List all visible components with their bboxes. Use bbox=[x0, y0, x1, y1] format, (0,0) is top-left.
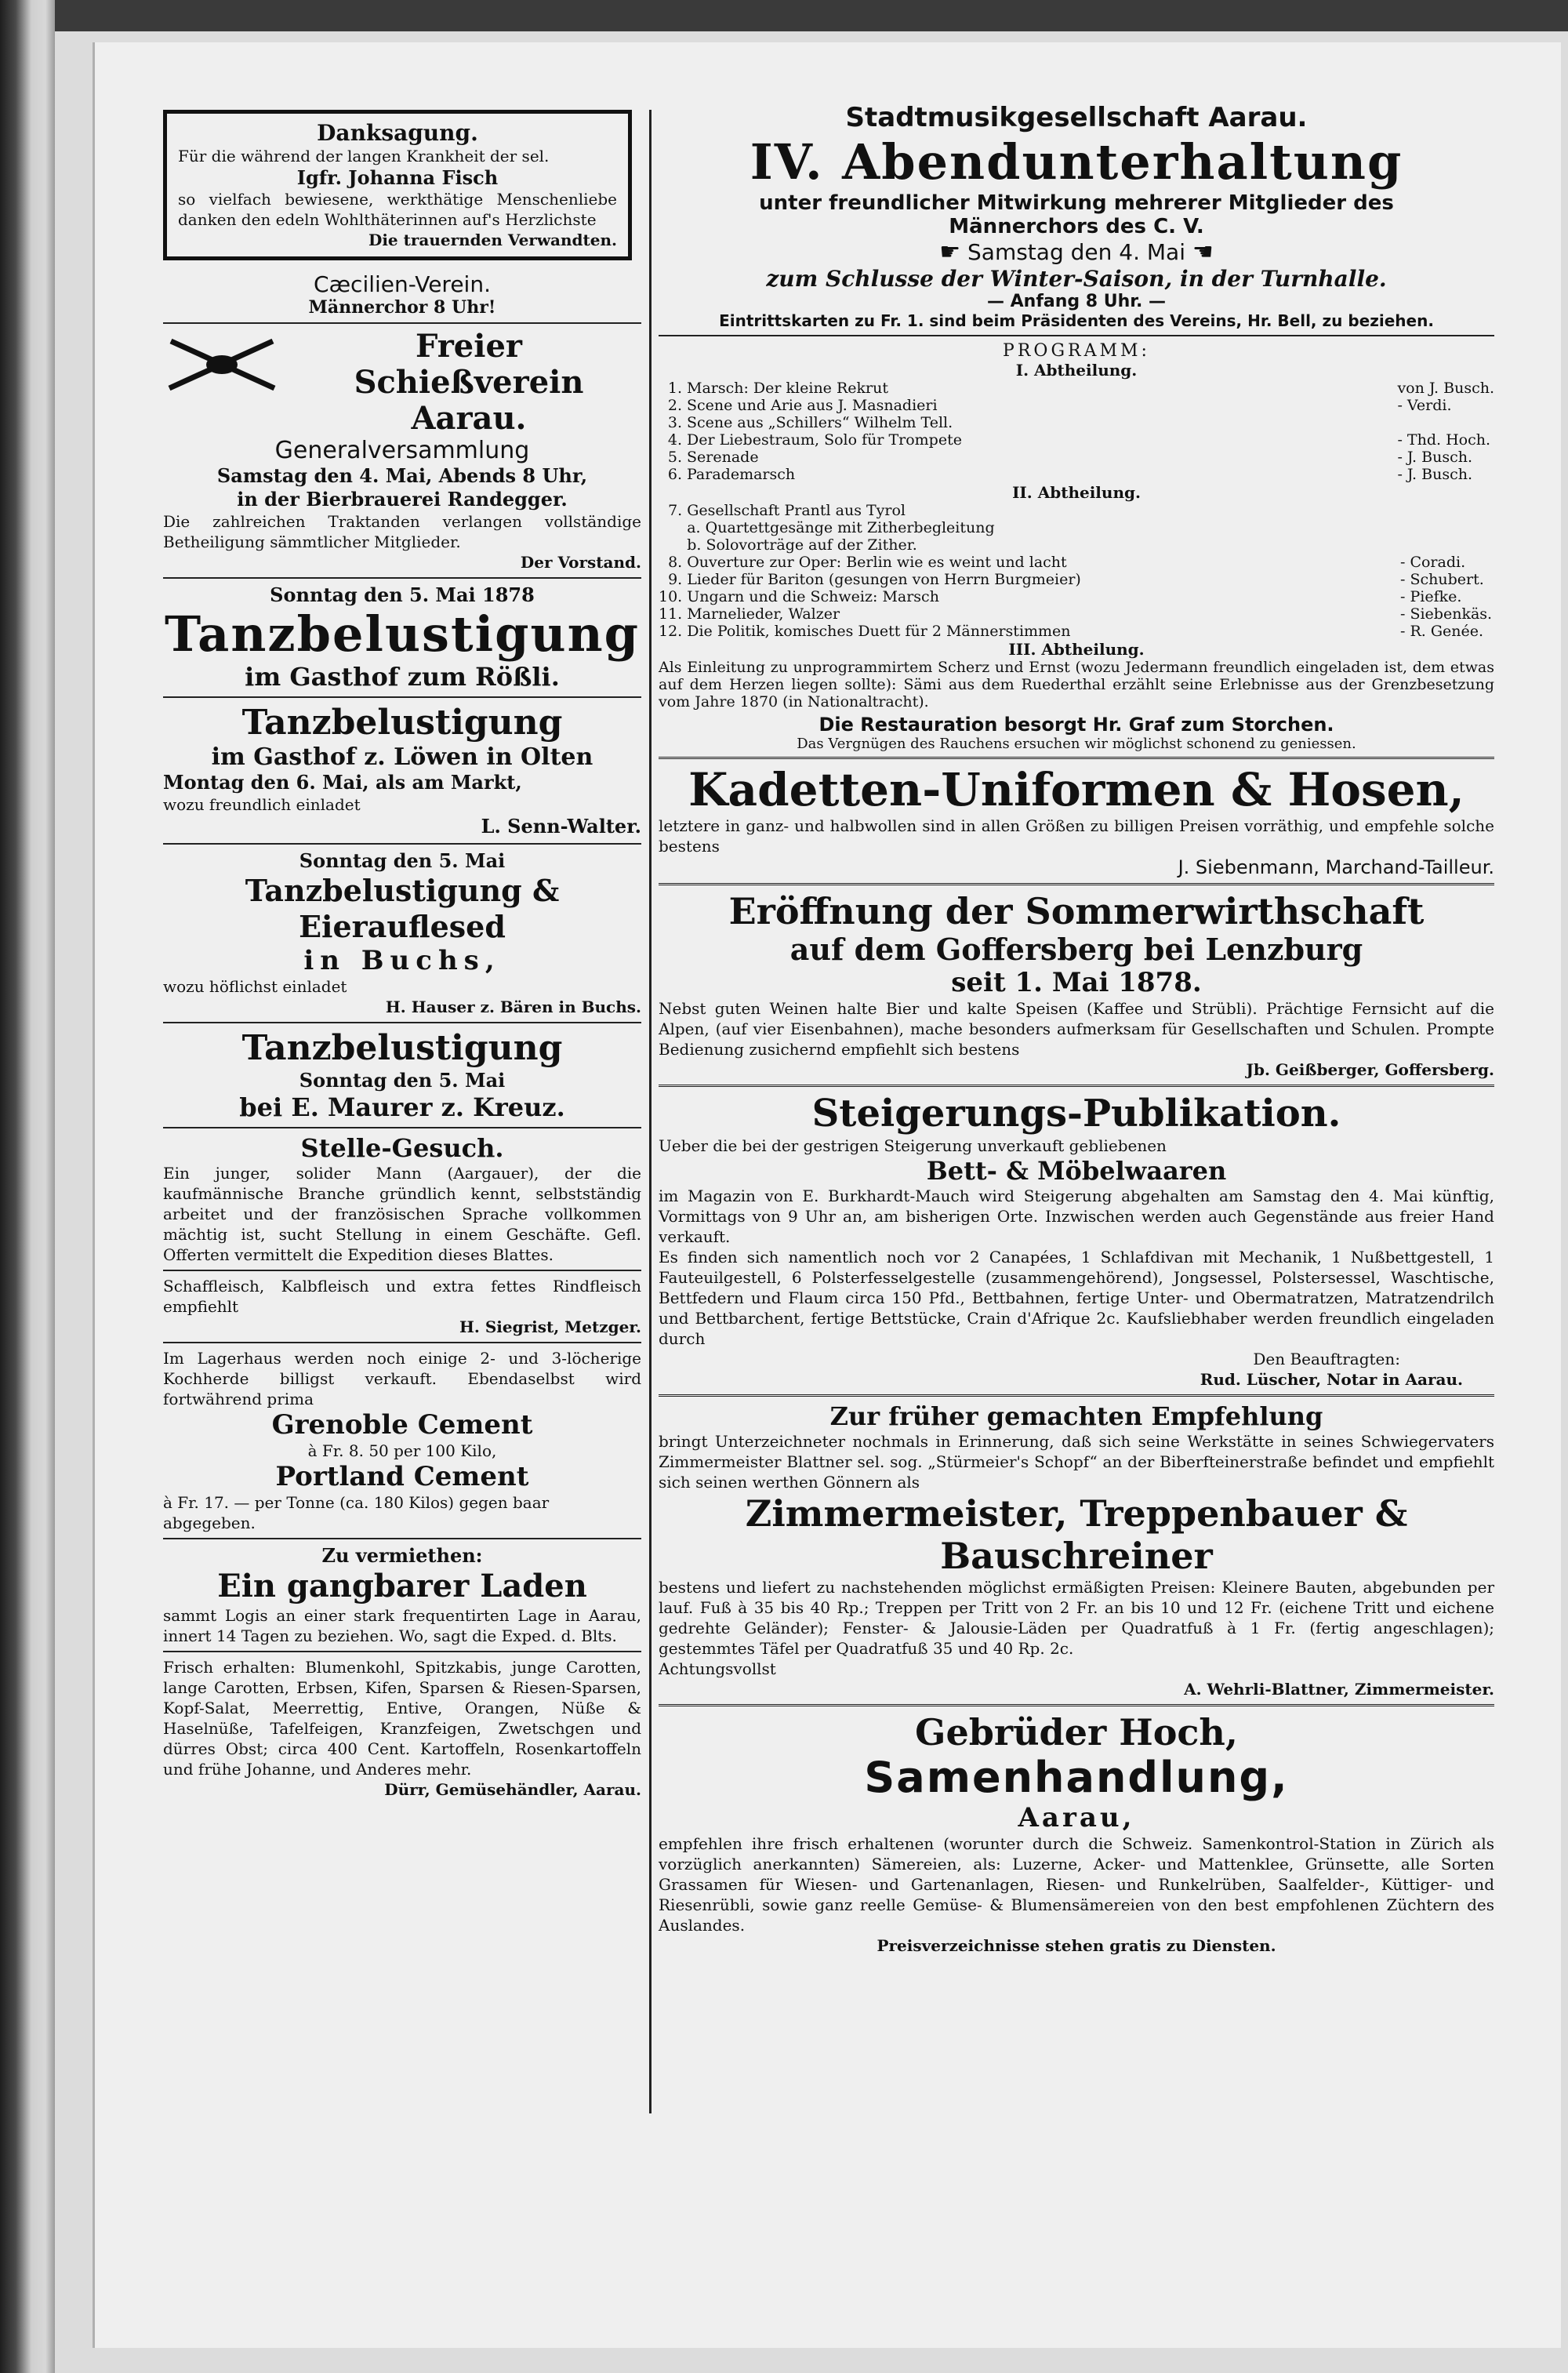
program-item-composer: - R. Genée. bbox=[1400, 623, 1484, 640]
left-column bbox=[163, 71, 641, 1800]
steigerung-signature: Rud. Lüscher, Notar in Aarau. bbox=[1200, 1370, 1463, 1389]
kadetten-text: letztere in ganz- und halbwollen sind in allen Größen zu billigen Preisen vorräthig, und empfehle solche bestens bbox=[659, 816, 1494, 856]
program-item-composer: - Thd. Hoch. bbox=[1397, 431, 1490, 449]
tanz4-place: bei E. Maurer z. Kreuz. bbox=[239, 1092, 565, 1122]
program-item-title: Parademarsch bbox=[687, 466, 796, 483]
program-item-number bbox=[659, 536, 687, 554]
program-item-composer bbox=[1400, 519, 1494, 536]
zimmer-signature: A. Wehrli-Blattner, Zimmermeister. bbox=[1184, 1680, 1494, 1699]
program-item-number: 8. bbox=[668, 554, 683, 571]
laden-text: sammt Logis an einer stark frequentirten Lage in Aarau, innert 14 Tagen zu beziehen. Wo, sagt die Exped. d. Blts. bbox=[163, 1606, 641, 1645]
zimmer-text: bringt Unterzeichneter nochmals in Erinnerung, daß sich seine Werkstätte in seines Schwiegervaters Zimmermeister Blattner sel. sog. „Stürmeier's Schopf“ an der Biberfteinerstraße befindet und empfiehlt sich seinen werthen Gönnern als bbox=[659, 1432, 1494, 1492]
sommer-text: Nebst guten Weinen halte Bier und kalte Speisen (Kaffee und Strübli). Prächtige Fernsicht auf die Alpen, (auf vier Eisenbahnen), mache besonders aufmerksam für Gesellschaften und Schulen. Prompte Bedienung zusichernd empfiehlt sich bestens bbox=[659, 999, 1494, 1059]
sommer-signature: Jb. Geißberger, Goffersberg. bbox=[1246, 1060, 1494, 1079]
program-item-number: 12. bbox=[659, 623, 683, 640]
crossed-rifles-icon bbox=[163, 333, 281, 396]
stadtmusik-smoke: Das Vergnügen des Rauchens ersuchen wir möglichst schonend zu geniessen. bbox=[797, 736, 1356, 752]
program-item bbox=[659, 449, 1494, 466]
program-item-composer bbox=[1397, 414, 1494, 431]
steigerung-title: Steigerungs-Publikation. bbox=[811, 1092, 1341, 1136]
lagerhaus-text: Im Lagerhaus werden noch einige 2- und 3-löcherige Kochherde billigst verkauft. Ebendaselbst wird fortwährend prima bbox=[163, 1349, 641, 1408]
tanz1-date: Sonntag den 5. Mai 1878 bbox=[270, 583, 535, 606]
program-item-composer: - J. Busch. bbox=[1397, 449, 1473, 466]
program-item-title: b. Solovorträge auf der Zither. bbox=[687, 536, 917, 554]
tanz3-place: in Buchs, bbox=[303, 945, 501, 976]
stadtmusik-date-row bbox=[659, 238, 1494, 266]
laden-head: Zu vermiethen: bbox=[321, 1544, 483, 1567]
program-item-composer bbox=[1400, 502, 1494, 519]
program-item bbox=[659, 571, 1494, 588]
tanz3-title: Tanzbelustigung & Eierauflesed bbox=[245, 873, 560, 944]
stadtmusik-restaurant: Die Restauration besorgt Hr. Graf zum Storchen. bbox=[818, 714, 1334, 736]
pointing-hand-left-icon: ☚ bbox=[1192, 238, 1214, 266]
program-item bbox=[659, 519, 1494, 536]
program-item bbox=[659, 588, 1494, 605]
program-item-composer: von J. Busch. bbox=[1397, 380, 1494, 397]
program-item bbox=[659, 554, 1494, 571]
program-item bbox=[659, 397, 1494, 414]
program-item bbox=[659, 605, 1494, 623]
tanz1-title: Tanzbelustigung bbox=[164, 605, 641, 663]
stadtmusik-org: Stadtmusikgesellschaft Aarau. bbox=[845, 102, 1308, 133]
program-abt3: III. Abtheilung. bbox=[1008, 640, 1145, 659]
grenoble-cement-title: Grenoble Cement bbox=[271, 1409, 533, 1441]
fleisch-text: Schaffleisch, Kalbfleisch und extra fettes Rindfleisch empfiehlt bbox=[163, 1277, 641, 1316]
column-divider bbox=[649, 110, 652, 2113]
laden-title: Ein gangbarer Laden bbox=[217, 1568, 587, 1604]
program-abt2: II. Abtheilung. bbox=[1012, 483, 1141, 502]
program-item-title: Lieder für Bariton (gesungen von Herrn Burgmeier) bbox=[687, 571, 1081, 588]
program-item-title: Die Politik, komisches Duett für 2 Männerstimmen bbox=[687, 623, 1071, 640]
schiessverein-signature: Der Vorstand. bbox=[520, 553, 641, 572]
tanz2-line: Montag den 6. Mai, als am Markt, bbox=[163, 771, 522, 794]
program-item-title: Der Liebestraum, Solo für Trompete bbox=[687, 431, 962, 449]
zimmer-title: Zimmermeister, Treppenbauer & Bauschreiner bbox=[745, 1492, 1408, 1577]
program-item-number: 4. bbox=[667, 431, 682, 449]
program-item-number: 9. bbox=[668, 571, 683, 588]
steigerung-text: im Magazin von E. Burkhardt-Mauch wird Steigerung abgehalten am Samstag den 4. Mai künftig, Vormittags von 9 Uhr an, am bisherigen Orte. Inzwischen werden auch Gegenstände aus freier Hand verkauft. bbox=[659, 1186, 1494, 1246]
tanz3-signature: H. Hauser z. Bären in Buchs. bbox=[385, 998, 641, 1016]
hoch-foot: Preisverzeichnisse stehen gratis zu Diensten. bbox=[877, 1936, 1276, 1955]
tanz2-line2: wozu freundlich einladet bbox=[163, 795, 361, 814]
program-item-composer: - Schubert. bbox=[1400, 571, 1484, 588]
program-list-1 bbox=[659, 380, 1494, 483]
pointing-hand-right-icon: ☛ bbox=[939, 238, 961, 266]
stadtmusik-tickets: Eintrittskarten zu Fr. 1. sind beim Präsidenten des Vereins, Hr. Bell, zu beziehen. bbox=[719, 311, 1434, 330]
stelle-title: Stelle-Gesuch. bbox=[300, 1133, 504, 1163]
hoch-samenhandlung: Samenhandlung, bbox=[864, 1753, 1289, 1802]
stadtmusik-title: IV. Abendunterhaltung bbox=[750, 133, 1403, 191]
program-item bbox=[659, 414, 1494, 431]
program-item-number: 6. bbox=[667, 466, 682, 483]
gemuese-signature: Dürr, Gemüsehändler, Aarau. bbox=[384, 1780, 641, 1799]
book-binding-edge bbox=[0, 0, 55, 2373]
program-abt3-text: Als Einleitung zu unprogrammirtem Scherz und Ernst (wozu Jedermann freundlich eingeladen ist, dem etwas auf dem Herzen liegen sollte): Sämi aus dem Ruederthal erzählt seine Erlebnisse aus der Grenzbesetzung vom Jahre 1870 (in Nationaltracht). bbox=[659, 659, 1494, 710]
program-item bbox=[659, 466, 1494, 483]
tanz2-signature: L. Senn-Walter. bbox=[481, 815, 641, 838]
program-item-title: Scene und Arie aus J. Masnadieri bbox=[687, 397, 938, 414]
program-item-number: 2. bbox=[667, 397, 682, 414]
caecilien-title: Cæcilien-Verein. bbox=[314, 271, 491, 297]
program-item-title: Ungarn und die Schweiz: Marsch bbox=[687, 588, 939, 605]
program-item-composer: - Verdi. bbox=[1397, 397, 1452, 414]
schiessverein-city: Aarau. bbox=[411, 400, 527, 437]
program-item-number: 7. bbox=[668, 502, 683, 519]
program-item-title: Marnelieder, Walzer bbox=[687, 605, 840, 623]
program-item-composer: - Coradi. bbox=[1400, 554, 1466, 571]
schiessverein-date: Samstag den 4. Mai, Abends 8 Uhr, bbox=[216, 464, 588, 487]
sommer-sub: auf dem Goffersberg bei Lenzburg bbox=[789, 932, 1363, 967]
portland-cement-price: à Fr. 17. — per Tonne (ca. 180 Kilos) gegen baar abgegeben. bbox=[163, 1493, 550, 1532]
program-item bbox=[659, 623, 1494, 640]
program-item-composer: - J. Busch. bbox=[1397, 466, 1473, 483]
right-column bbox=[659, 71, 1494, 1956]
zimmer-text2: bestens und liefert zu nachstehenden möglichst ermäßigten Preisen: Kleinere Bauten, abgebunden per lauf. Fuß à 35 bis 40 Rp.; Treppen per Tritt von 2 Fr. an bis 10 und 12 Fr. (eichene Tritt und eichene gedrehte Geländer); Fenster- & Jalousie-Läden per Quadratfuß à 1 Fr. (fertig angeschlagen); gestemmtes Täfel per Quadratfuß 35 und 40 Rp. 2c. bbox=[659, 1578, 1494, 1658]
zimmer-head: Zur früher gemachten Empfehlung bbox=[829, 1401, 1323, 1431]
stadtmusik-start: — Anfang 8 Uhr. — bbox=[986, 292, 1167, 311]
tanz2-place: im Gasthof z. Löwen in Olten bbox=[211, 743, 593, 771]
program-item-number bbox=[659, 519, 687, 536]
program-abt1: I. Abtheilung. bbox=[1015, 361, 1138, 380]
fleisch-signature: H. Siegrist, Metzger. bbox=[459, 1317, 641, 1336]
danksagung-signature: Die trauernden Verwandten. bbox=[368, 231, 617, 249]
program-item-number: 1. bbox=[667, 380, 682, 397]
steigerung-intro: Ueber die bei der gestrigen Steigerung unverkauft gebliebenen bbox=[659, 1136, 1167, 1155]
tanz2-title: Tanzbelustigung bbox=[241, 703, 563, 743]
stadtmusik-sub2: Männerchors des C. V. bbox=[949, 215, 1204, 238]
gemuese-text: Frisch erhalten: Blumenkohl, Spitzkabis, junge Carotten, lange Carotten, Erbsen, Kifen, Sparsen & Riesen-Sparsen, Kopf-Salat, Meerrettig, Entive, Orangen, Nüße & Haselnüße, Tafelfeigen, Kranzfeigen, Zwetschgen und dürres Obst; circa 400 Cent. Kartoffeln, Rosenkartoffeln und frühe Johanne, und Anderes mehr. bbox=[163, 1658, 641, 1779]
stadtmusik-date: Samstag den 4. Mai bbox=[967, 239, 1185, 265]
program-list-2 bbox=[659, 502, 1494, 640]
steigerung-goods: Bett- & Möbelwaaren bbox=[926, 1156, 1227, 1186]
program-item bbox=[659, 502, 1494, 519]
caecilien-sub: Männerchor 8 Uhr! bbox=[308, 297, 496, 318]
program-item-number: 5. bbox=[667, 449, 682, 466]
schiessverein-place: in der Bierbrauerei Randegger. bbox=[237, 488, 568, 511]
program-item bbox=[659, 380, 1494, 397]
danksagung-ad bbox=[163, 110, 632, 260]
danksagung-title: Danksagung. bbox=[317, 120, 478, 146]
program-item-title: Scene aus „Schillers“ Wilhelm Tell. bbox=[687, 414, 953, 431]
program-item-number: 11. bbox=[659, 605, 683, 623]
danksagung-text: Für die während der langen Krankheit der sel. bbox=[178, 147, 550, 165]
program-head: PROGRAMM: bbox=[1003, 341, 1150, 361]
program-item-title: a. Quartettgesänge mit Zitherbegleitung bbox=[687, 519, 995, 536]
program-item-number: 10. bbox=[659, 588, 683, 605]
steigerung-auth: Den Beauftragten: bbox=[1253, 1350, 1400, 1368]
sommer-date: seit 1. Mai 1878. bbox=[951, 967, 1202, 998]
tanz1-place: im Gasthof zum Rößli. bbox=[245, 662, 560, 692]
hoch-title: Gebrüder Hoch, bbox=[915, 1711, 1238, 1753]
tanz3-date: Sonntag den 5. Mai bbox=[299, 849, 506, 872]
hoch-text: empfehlen ihre frisch erhaltenen (worunter durch die Schweiz. Samenkontrol-Station in Zürich als vorzüglich anerkannten) Sämereien, als: Luzerne, Acker- und Mattenklee, Grünsette, alle Sorten Grassamen für Wiesen- und Gartenanlagen, Riesen- und Runkelrüben, Saalfelder-, Küttiger- und Riesenrübli, sowie ganz reelle Gemüse- & Blumensämereien von den best empfohlenen Züchtern des Auslandes. bbox=[659, 1834, 1494, 1935]
program-item-title: Gesellschaft Prantl aus Tyrol bbox=[687, 502, 906, 519]
kadetten-title: Kadetten-Uniformen & Hosen, bbox=[688, 763, 1465, 816]
stelle-text: Ein junger, solider Mann (Aargauer), der die kaufmännische Branche gründlich kennt, selbstständig arbeitet und der französischen Sprache vollkommen mächtig ist, sucht Stellung in einem Geschäfte. Gefl. Offerten vermittelt die Expedition dieses Blattes. bbox=[163, 1164, 641, 1264]
program-item-composer bbox=[1400, 536, 1494, 554]
generalversammlung-title: Generalversammlung bbox=[274, 437, 530, 464]
sommer-title: Eröffnung der Sommerwirthschaft bbox=[728, 890, 1425, 932]
danksagung-name: Igfr. Johanna Fisch bbox=[296, 166, 499, 189]
program-item-title: Serenade bbox=[687, 449, 759, 466]
hoch-city: Aarau, bbox=[1018, 1802, 1135, 1833]
tanz4-date: Sonntag den 5. Mai bbox=[299, 1069, 506, 1092]
program-item-title: Marsch: Der kleine Rekrut bbox=[687, 380, 888, 397]
tanz4-title: Tanzbelustigung bbox=[241, 1028, 563, 1068]
schiessverein-title: Freier Schießverein bbox=[354, 328, 584, 401]
schiessverein-text: Die zahlreichen Traktanden verlangen vollständige Betheiligung sämmtlicher Mitglieder. bbox=[163, 512, 641, 551]
kadetten-signature: J. Siebenmann, Marchand-Tailleur. bbox=[1178, 856, 1494, 878]
grenoble-cement-price: à Fr. 8. 50 per 100 Kilo, bbox=[307, 1441, 497, 1460]
program-item-composer: - Siebenkäs. bbox=[1400, 605, 1493, 623]
tanz3-line: wozu höflichst einladet bbox=[163, 977, 347, 996]
stadtmusik-sub1: unter freundlicher Mitwirkung mehrerer Mitglieder des bbox=[759, 191, 1394, 215]
danksagung-text2: so vielfach bewiesene, werkthätige Menschenliebe danken den edeln Wohlthäterinnen auf's Herzlichste bbox=[178, 190, 617, 229]
schiessverein-ad bbox=[163, 329, 641, 572]
program-item-title: Ouverture zur Oper: Berlin wie es weint und lacht bbox=[687, 554, 1067, 571]
program-item bbox=[659, 431, 1494, 449]
steigerung-text2: Es finden sich namentlich noch vor 2 Canapées, 1 Schlafdivan mit Mechanik, 1 Nußbettgestell, 1 Fauteuilgestell, 6 Polsterfesselgestelle (zusammengehörend), Jongsessel, Polstersessel, Waschtische, Bettfedern und Flaum circa 150 Pfd., Bettbahnen, fertige Unter- und Obermatratzen, Matratzendrilch und Bettbarchent, fertige Bettstücke, Crain d'Afrique 2c. Kaufsliebhaber werden freundlich eingeladen durch bbox=[659, 1248, 1494, 1348]
program-item-number: 3. bbox=[667, 414, 682, 431]
stadtmusik-season: zum Schlusse der Winter-Saison, in der Turnhalle. bbox=[766, 266, 1387, 292]
zimmer-regards: Achtungsvollst bbox=[659, 1659, 776, 1678]
program-item bbox=[659, 536, 1494, 554]
portland-cement-title: Portland Cement bbox=[275, 1461, 529, 1492]
program-item-composer: - Piefke. bbox=[1400, 588, 1462, 605]
